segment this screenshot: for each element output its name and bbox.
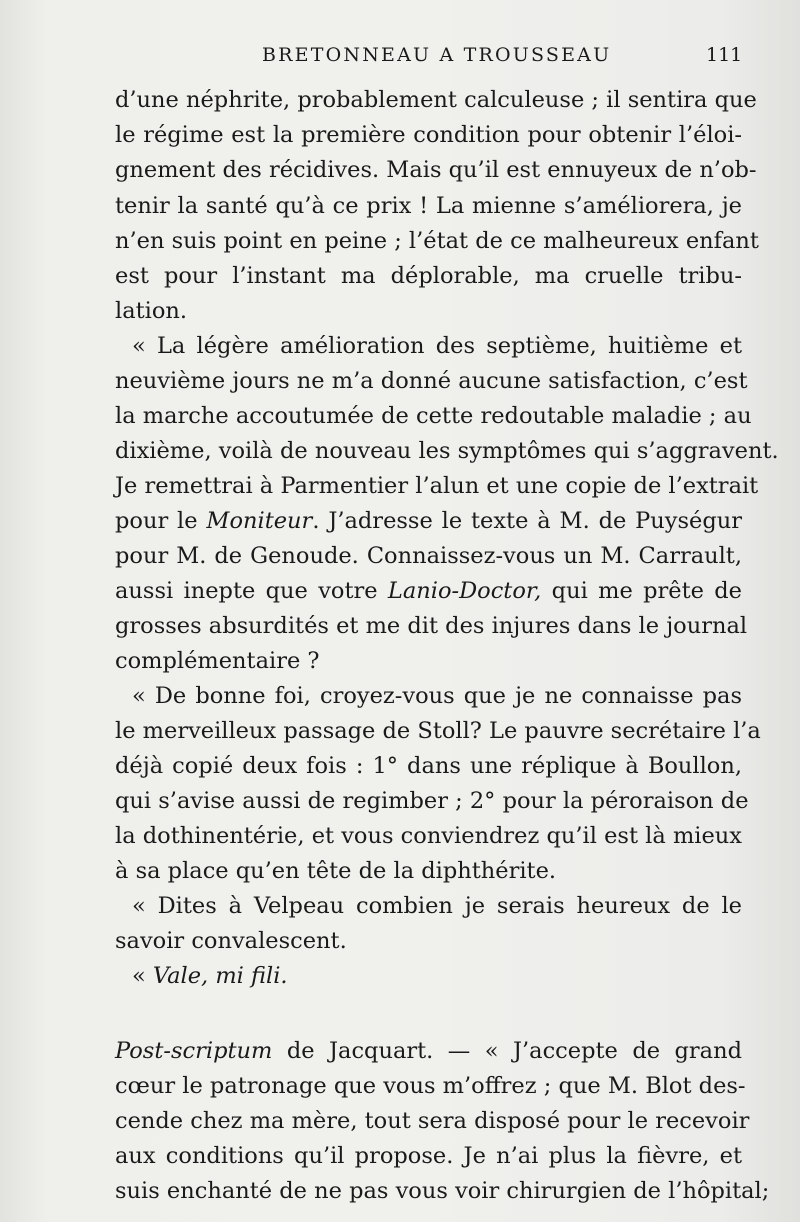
- text-line: la dothinentérie, et vous conviendrez qu’il est là mieux: [115, 823, 742, 849]
- text-span: pour le: [115, 508, 207, 534]
- text-line: tenir la santé qu’à ce prix ! La mienne s’améliorera, je: [115, 193, 742, 219]
- text-line: neuvième jours ne m’a donné aucune satisfaction, c’est: [115, 368, 748, 394]
- text-line: [132, 961, 742, 991]
- running-head: [0, 44, 800, 74]
- text-line: grosses absurdités et me dit des injures dans le journal: [115, 613, 748, 639]
- italic-postscript: Post-scriptum: [115, 1038, 273, 1064]
- text-line: [115, 1036, 742, 1066]
- text-line: le régime est la première condition pour obtenir l’éloi-: [115, 122, 742, 148]
- text-span: . J’adresse le texte à M. de Puységur: [312, 508, 742, 534]
- text-span: de Jacquart. — « J’accepte de grand: [272, 1038, 742, 1064]
- italic-title: Moniteur: [206, 508, 313, 534]
- italic-title: Lanio-Doctor,: [387, 578, 542, 604]
- text-line: qui s’avise aussi de regimber ; 2° pour la péroraison de: [115, 788, 749, 814]
- text-span: «: [132, 963, 153, 989]
- text-line: à sa place qu’en tête de la diphthérite.: [115, 858, 557, 884]
- text-line: savoir convalescent.: [115, 928, 347, 954]
- text-line: d’une néphrite, probablement calculeuse ; il sentira que: [115, 87, 757, 113]
- text-line: lation.: [115, 298, 188, 324]
- text-span: aussi inepte que votre: [115, 578, 388, 604]
- text-line: « De bonne foi, croyez-vous que je ne connaisse pas: [132, 683, 742, 709]
- text-line: dixième, voilà de nouveau les symptômes qui s’aggravent.: [115, 438, 779, 464]
- running-head-title: BRETONNEAU A TROUSSEAU: [262, 44, 612, 66]
- text-line: la marche accoutumée de cette redoutable maladie ; au: [115, 403, 752, 429]
- text-line: complémentaire ?: [115, 648, 320, 674]
- text-line: le merveilleux passage de Stoll? Le pauvre secrétaire l’a: [115, 718, 761, 744]
- text-line: pour M. de Genoude. Connaissez-vous un M. Carrault,: [115, 543, 742, 569]
- text-line: suis enchanté de ne pas vous voir chirurgien de l’hôpital;: [115, 1178, 770, 1204]
- text-line: est pour l’instant ma déplorable, ma cruelle tribu-: [115, 263, 742, 289]
- text-line: Je remettrai à Parmentier l’alun et une copie de l’extrait: [115, 473, 759, 499]
- text-line: cende chez ma mère, tout sera disposé pour le recevoir: [115, 1108, 750, 1134]
- text-line: « La légère amélioration des septième, huitième et: [132, 333, 742, 359]
- text-line: [115, 576, 742, 606]
- text-span: qui me prête de: [541, 578, 742, 604]
- italic-closing: Vale, mi fili.: [152, 963, 288, 989]
- text-line: déjà copié deux fois : 1° dans une réplique à Boullon,: [115, 753, 742, 779]
- text-line: aux conditions qu’il propose. Je n’ai plus la fièvre, et: [115, 1143, 742, 1169]
- page-number: 111: [706, 44, 743, 66]
- text-line: n’en suis point en peine ; l’état de ce malheureux enfant: [115, 228, 759, 254]
- text-line: cœur le patronage que vous m’offrez ; que M. Blot des-: [115, 1073, 746, 1099]
- text-line: « Dites à Velpeau combien je serais heureux de le: [132, 893, 742, 919]
- text-line: gnement des récidives. Mais qu’il est ennuyeux de n’ob-: [115, 157, 757, 183]
- text-line: [115, 506, 742, 536]
